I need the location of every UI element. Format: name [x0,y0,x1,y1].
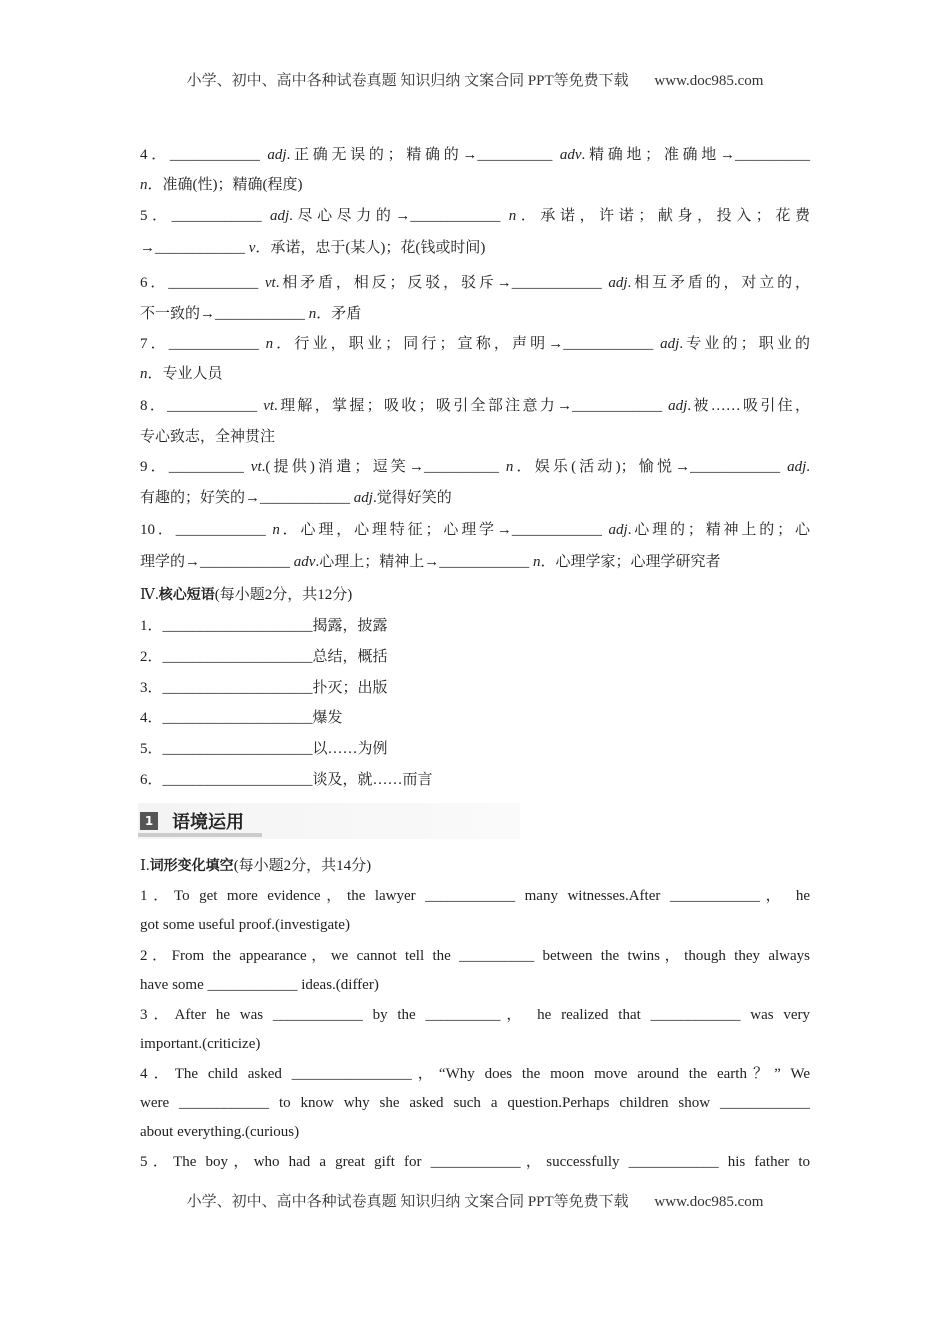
text-segment: 专心致志，全神贯注 [140,429,276,445]
text-line [140,520,810,540]
text-line [140,457,810,477]
text-segment: 1．To get more evidence，the lawyer ____________ many witnesses.After ____________， he [140,888,810,904]
text-line [140,238,810,258]
text-segment: ．矛盾 [316,306,362,322]
part-of-speech: adv [293,554,316,570]
bold-heading: 核心短语 [158,587,215,603]
text-line [140,427,810,447]
text-line [140,739,810,759]
text-segment: 1．____________________揭露，披露 [140,618,388,634]
text-segment: about everything.(curious) [140,1124,300,1140]
text-segment: 9．__________ [140,459,251,475]
part-of-speech: adj [270,208,290,224]
text-segment: 3．After he was ____________ by the __________， he realized that ____________ was very [140,1007,810,1023]
text-segment: 不一致的→____________ [140,306,309,322]
part-of-speech: vt [264,275,276,291]
part-of-speech: vt [263,398,275,414]
text-line [140,1122,810,1142]
part-of-speech: adj [660,336,680,352]
text-line [140,975,810,995]
part-of-speech: adj [608,275,628,291]
part-of-speech: adj [787,459,807,475]
text-segment: 10．____________ [140,522,273,538]
text-segment: 理学的→____________ [140,554,294,570]
section-title: 语境运用 [172,812,244,833]
text-segment: .精确地；准确地→__________ [581,147,810,163]
text-segment: .理解，掌握；吸收；吸引全部注意力→____________ [274,398,669,414]
footer-site: www.doc985.com [654,1194,764,1210]
text-segment: .尽心尽力的→____________ [289,208,509,224]
text-line [140,1064,810,1084]
part-of-speech: adv [559,147,582,163]
text-segment: 5．____________________以……为例 [140,741,388,757]
text-line [140,585,810,605]
part-of-speech: n [140,177,148,193]
part-of-speech: n [140,366,148,382]
text-line [140,552,810,572]
text-segment: ．心理学家；心理学研究者 [540,554,721,570]
text-segment: ．心理，心理特征；心理学→____________ [279,522,609,538]
section-underline [138,833,262,837]
part-of-speech: n [308,306,317,322]
text-segment: important.(criticize) [140,1036,261,1052]
part-of-speech: n [508,208,517,224]
text-line [140,145,810,165]
text-segment: Ⅰ. [140,858,150,874]
text-segment: 4．____________ [140,147,268,163]
page-header [0,69,950,90]
header-site: www.doc985.com [654,73,764,89]
text-line [140,915,810,935]
text-segment: .相矛盾，相反；反驳，驳斥→____________ [275,275,609,291]
part-of-speech: n [505,459,514,475]
text-segment: .(提供)消遣；逗笑→__________ [261,459,506,475]
text-line [140,1152,810,1172]
section-heading [138,803,520,839]
text-line [140,488,810,508]
text-line [140,396,810,416]
text-segment: .正确无误的；精确的→__________ [286,147,560,163]
text-segment: Ⅳ. [140,587,159,603]
text-segment: 5．The boy，who had a great gift for ____________，successfully ____________ his father to [140,1154,810,1170]
text-segment: 5．____________ [140,208,270,224]
text-segment: 2．____________________总结，概括 [140,649,388,665]
text-segment: ．行业，职业；同行；宣称，声明→____________ [273,336,661,352]
text-segment: 有趣的；好笑的→____________ [140,490,354,506]
text-segment: 4．____________________爆发 [140,710,343,726]
part-of-speech: vt [250,459,262,475]
text-segment: .觉得好笑的 [372,490,452,506]
text-segment: ．承诺，许诺；献身，投入；花费 [516,208,810,224]
text-segment: ．娱乐(活动)；愉悦→____________ [513,459,788,475]
text-segment: .心理上；精神上→____________ [315,554,533,570]
text-segment: 4．The child asked ________________，“Why does the moon move around the earth？” We [140,1066,810,1082]
text-segment: were ____________ to know why she asked such a question.Perhaps children show ____________ [140,1095,810,1111]
text-segment: have some ____________ ideas.(differ) [140,977,379,993]
text-segment: ．准确(性)；精确(程度) [147,177,303,193]
text-segment: 3．____________________扑灭；出版 [140,680,388,696]
text-line [140,1034,810,1054]
text-segment: got some useful proof.(investigate) [140,917,350,933]
page-footer [0,1190,950,1211]
text-line [140,273,810,293]
part-of-speech: adj [267,147,287,163]
bold-heading: 词形变化填空 [149,858,234,874]
text-line [140,647,810,667]
text-segment: ．专业人员 [147,366,223,382]
text-line [140,1005,810,1025]
text-line [140,678,810,698]
part-of-speech: n [532,554,541,570]
text-line [140,946,810,966]
text-line [140,856,810,876]
text-segment: .专业的；职业的 [679,336,810,352]
text-line [140,364,810,384]
text-segment: .被……吸引住， [687,398,810,414]
part-of-speech: adj [353,490,373,506]
text-segment: 6．____________________谈及，就……而言 [140,772,433,788]
text-segment: ．承诺，忠于(某人)；花(钱或时间) [255,240,486,256]
text-segment: . [806,459,810,475]
text-line [140,886,810,906]
text-line [140,770,810,790]
text-segment: 7．____________ [140,336,266,352]
part-of-speech: adj [668,398,688,414]
text-line [140,1093,810,1113]
text-line [140,334,810,354]
text-line [140,206,810,226]
text-line [140,175,810,195]
text-line [140,708,810,728]
text-segment: (每小题2分，共12分) [214,587,353,603]
part-of-speech: v [248,240,256,256]
text-segment: →____________ [140,240,249,256]
section-number-icon: 1 [140,812,158,830]
part-of-speech: adj [608,522,628,538]
footer-text: 小学、初中、高中各种试卷真题 知识归纳 文案合同 PPT等免费下载 [186,1194,629,1210]
text-segment: .心理的；精神上的；心 [627,522,810,538]
text-line [140,616,810,636]
text-segment: (每小题2分，共14分) [233,858,372,874]
text-segment: 2．From the appearance，we cannot tell the __________ between the twins，though they always [140,948,810,964]
text-segment: 8．____________ [140,398,264,414]
part-of-speech: n [272,522,280,538]
text-segment: 6．____________ [140,275,265,291]
text-line [140,304,810,324]
text-segment: .相互矛盾的，对立的， [627,275,810,291]
header-text: 小学、初中、高中各种试卷真题 知识归纳 文案合同 PPT等免费下载 [186,73,629,89]
part-of-speech: n [265,336,274,352]
